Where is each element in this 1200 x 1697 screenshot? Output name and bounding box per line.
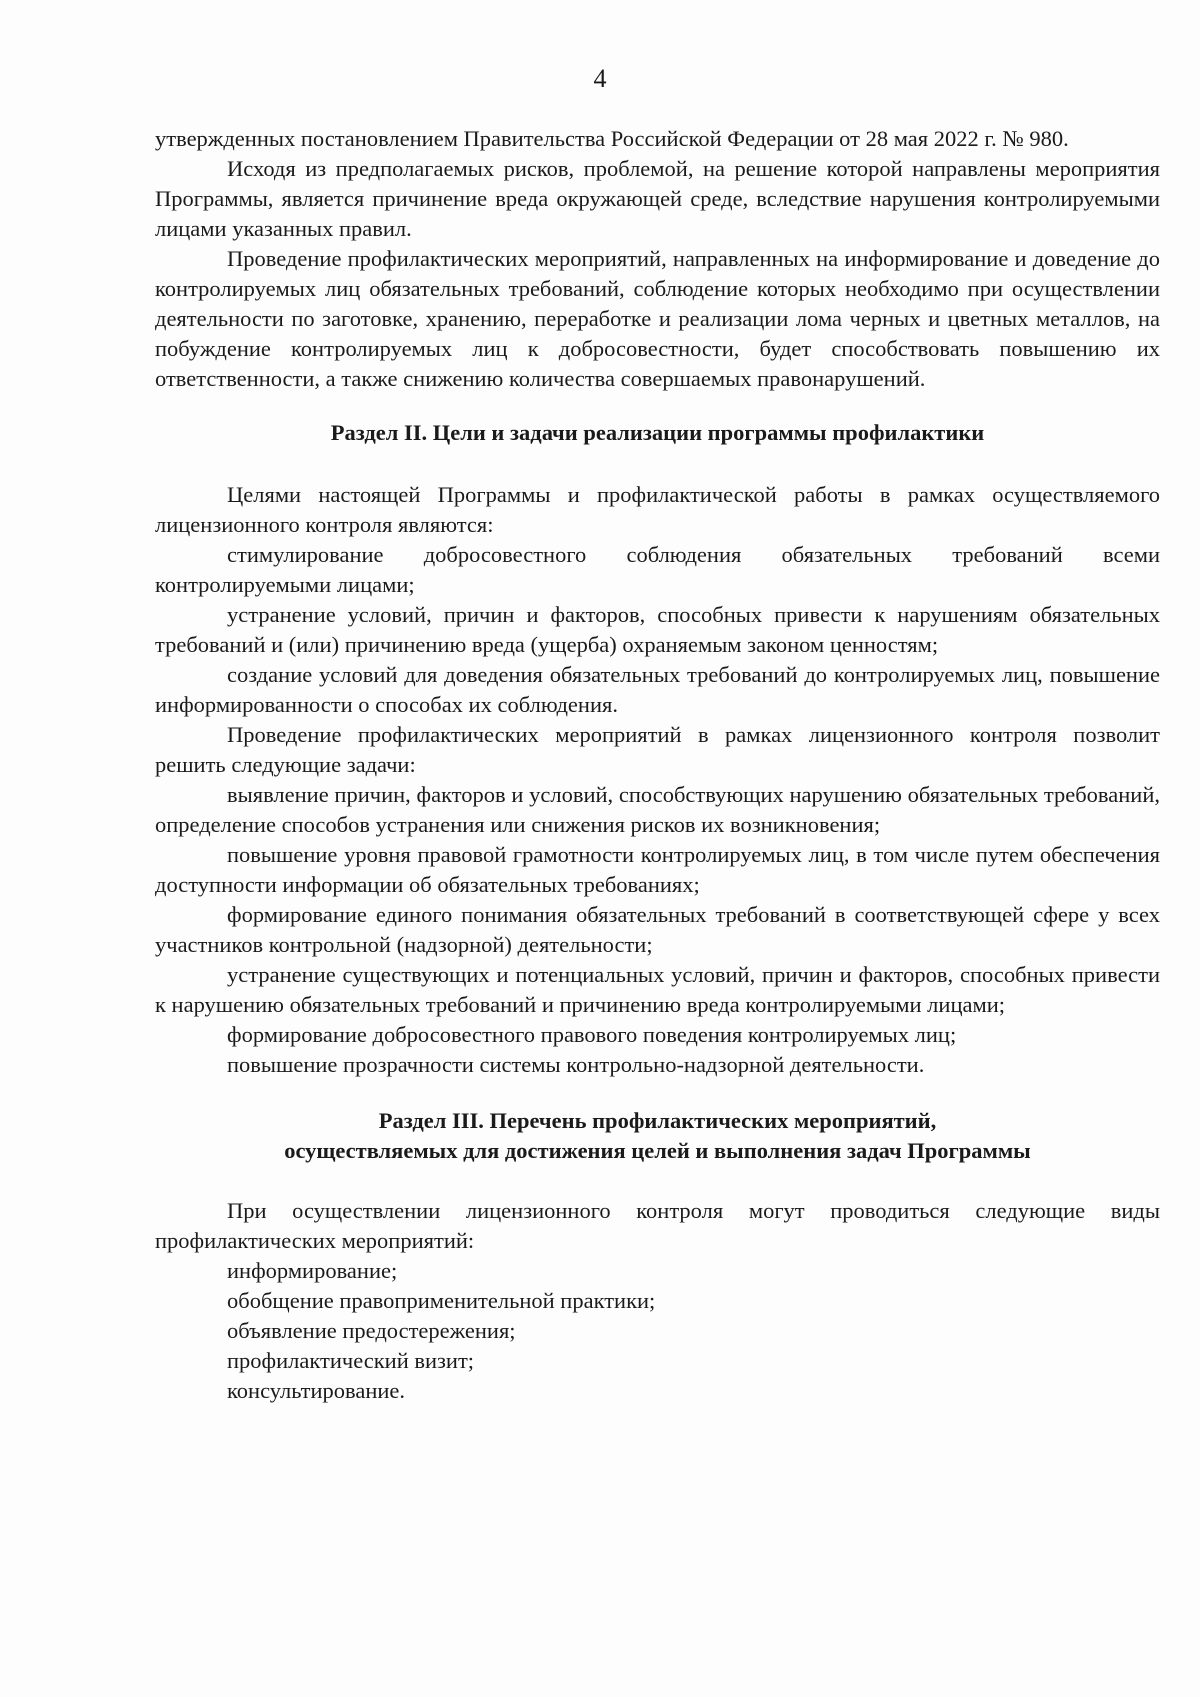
measure-item: информирование; bbox=[227, 1258, 398, 1283]
section-3-heading-line-1: Раздел III. Перечень профилактических мероприятий, bbox=[378, 1108, 937, 1133]
document-body bbox=[155, 124, 1160, 1406]
task-item: формирование единого понимания обязательных требований в соответствующей сфере у всех участников контрольной (надзорной) деятельности; bbox=[155, 902, 1160, 957]
measure-item: объявление предостережения; bbox=[227, 1318, 516, 1343]
task-item: повышение уровня правовой грамотности контролируемых лиц, в том числе путем обеспечения доступности информации об обязательных требованиях; bbox=[155, 842, 1160, 897]
page-number: 4 bbox=[593, 64, 607, 93]
task-item: выявление причин, факторов и условий, способствующих нарушению обязательных требований, определение способов устранения или снижения рисков их возникновения; bbox=[155, 782, 1160, 837]
section-3-heading bbox=[155, 1106, 1160, 1166]
measures-intro: При осуществлении лицензионного контроля могут проводиться следующие виды профилактических мероприятий: bbox=[155, 1198, 1160, 1253]
section-3-heading-line-2: осуществляемых для достижения целей и выполнения задач Программы bbox=[284, 1138, 1031, 1163]
goal-item: устранение условий, причин и факторов, способных привести к нарушениям обязательных требований и (или) причинению вреда (ущерба) охраняемым законом ценностям; bbox=[155, 602, 1160, 657]
risk-paragraph: Исходя из предполагаемых рисков, проблемой, на решение которой направлены мероприятия Программы, является причинение вреда окружающей среде, вследствие нарушения контролируемыми лицами указанных правил. bbox=[155, 156, 1160, 241]
prevention-paragraph: Проведение профилактических мероприятий, направленных на информирование и доведение до контролируемых лиц обязательных требований, соблюдение которых необходимо при осуществлении деятельности по заготовке, хранению, переработке и реализации лома черных и цветных металлов, на побуждение контролируемых лиц к добросовестности, будет способствовать повышению их ответственности, а также снижению количества совершаемых правонарушений. bbox=[155, 246, 1160, 391]
continuation-paragraph: утвержденных постановлением Правительства Российской Федерации от 28 мая 2022 г. № 980. bbox=[155, 126, 1069, 151]
goals-intro: Целями настоящей Программы и профилактической работы в рамках осуществляемого лицензионного контроля являются: bbox=[155, 482, 1160, 537]
tasks-intro: Проведение профилактических мероприятий в рамках лицензионного контроля позволит решить следующие задачи: bbox=[155, 722, 1160, 777]
task-item: повышение прозрачности системы контрольно-надзорной деятельности. bbox=[227, 1052, 925, 1077]
goal-item: создание условий для доведения обязательных требований до контролируемых лиц, повышение информированности о способах их соблюдения. bbox=[155, 662, 1160, 717]
task-item: формирование добросовестного правового поведения контролируемых лиц; bbox=[227, 1022, 957, 1047]
measure-item: обобщение правоприменительной практики; bbox=[227, 1288, 656, 1313]
measure-item: консультирование. bbox=[227, 1378, 406, 1403]
measure-item: профилактический визит; bbox=[227, 1348, 475, 1373]
goal-item: стимулирование добросовестного соблюдения обязательных требований всеми контролируемыми лицами; bbox=[155, 542, 1160, 597]
task-item: устранение существующих и потенциальных условий, причин и факторов, способных привести к нарушению обязательных требований и причинению вреда контролируемыми лицами; bbox=[155, 962, 1160, 1017]
section-2-heading: Раздел II. Цели и задачи реализации программы профилактики bbox=[330, 420, 985, 445]
